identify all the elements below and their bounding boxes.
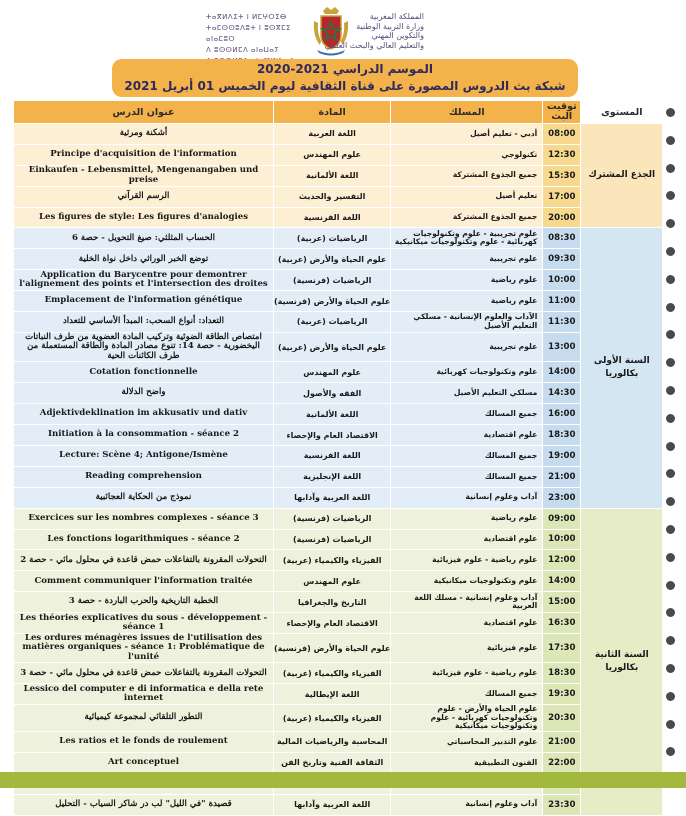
lesson-title: الرسم القرآني [14,186,274,207]
broadcast-time: 10:00 [543,270,581,291]
table-row [14,228,663,249]
table-row [14,312,663,333]
broadcast-time: 21:00 [543,466,581,487]
lesson-title: Application du Barycentre pour demontrer l'alignement des points et l'intersection des droites [14,270,274,291]
broadcast-time: 20:00 [543,207,581,228]
subject-name: المحاسبة والرياضيات المالية [274,732,391,753]
lesson-title: Lecture: Scène 4; Antigone/Ismène [14,445,274,466]
subject-name: اللغة العربية وآدابها [274,794,391,815]
level-cell: الجذع المشترك [581,124,663,228]
broadcast-schedule-table [13,100,663,816]
subject-name: الثقافة الفنية وتاريخ الفن [274,752,391,773]
broadcast-time: 12:30 [543,144,581,165]
table-row [14,249,663,270]
subject-name: علوم الحياة والأرض (عربية) [274,249,391,270]
subject-name: الاقتصاد العام والإحصاء [274,613,391,634]
lesson-title: Reading comprehension [14,466,274,487]
subject-name: الرياضيات (فرنسية) [274,529,391,550]
subject-name: اللغة الألمانية [274,404,391,425]
track-name: الآداب والعلوم الإنسانية - مسلكي التعليم الأصيل [391,312,543,333]
binder-ring-icon [666,636,675,645]
subject-name: اللغة الألمانية [274,165,391,186]
subject-name: علوم الحياة والأرض (عربية) [274,332,391,362]
table-row [14,383,663,404]
broadcast-time: 15:30 [543,165,581,186]
table-row [14,794,663,815]
table-row [14,508,663,529]
header-matiere: المادة [274,101,391,124]
track-name: تكنولوجي [391,144,543,165]
ministry-name-arabic [274,12,424,50]
lesson-title: Les fonctions logarithmiques - séance 2 [14,529,274,550]
binder-ring-icon [666,414,675,423]
broadcast-time: 17:30 [543,633,581,663]
subject-name: الرياضيات (فرنسية) [274,508,391,529]
table-row [14,362,663,383]
lesson-title: Les théories explicatives du sous - développement - séance 1 [14,613,274,634]
track-name: جميع الجذوع المشتركة [391,207,543,228]
track-name: علوم رياضية [391,291,543,312]
subject-name: اللغة الإنجليزية [274,466,391,487]
subject-name: اللغة الفرنسية [274,445,391,466]
lesson-title: التحولات المقرونة بالتفاعلات حمض قاعدة في محلول مائي - حصة 3 [14,663,274,684]
broadcast-time: 11:00 [543,291,581,312]
table-header-row [14,101,663,124]
broadcast-time: 18:30 [543,425,581,446]
binder-rings [664,100,678,770]
track-name: آداب وعلوم إنسانية [391,794,543,815]
table-row [14,144,663,165]
lesson-title: التطور التلقائي لمجموعة كيميائية [14,705,274,732]
level-cell: السنة الأولى بكالوريا [581,228,663,508]
broadcast-time: 12:00 [543,550,581,571]
binder-ring-icon [666,191,675,200]
binder-ring-icon [666,108,675,117]
tifinagh-line: ⵜⴰⵎⵙⵙⵓⴷⵓⵜ ⵏ ⵓⵙⴳⵎⵉ ⴰⵏⴰⵎⵓⵔ [206,24,291,43]
header-time: توقيت البث [543,101,581,124]
table-row [14,684,663,705]
broadcast-time: 17:00 [543,186,581,207]
lesson-title: Les ordures ménagères issues de l'utilisation des matières organiques - séance 1: Problématique de l'unité [14,633,274,663]
lesson-title: Art conceptuel [14,752,274,773]
subject-name: علوم المهندس [274,571,391,592]
tifinagh-line: ⵜⴰⴳⵍⴷⵉⵜ ⵏ ⵍⵎⵖⵔⵉⴱ [206,13,287,21]
subject-name: اللغة العربية وآدابها [274,487,391,508]
binder-ring-icon [666,442,675,451]
table-row [14,404,663,425]
track-name: جميع المسالك [391,404,543,425]
binder-ring-icon [666,303,675,312]
broadcast-time: 16:30 [543,613,581,634]
track-name: آداب وعلوم إنسانية [391,487,543,508]
subject-name: اللغة العربية [274,124,391,145]
binder-ring-icon [666,330,675,339]
track-name: علوم رياضية [391,508,543,529]
arabic-line: والتكوين المهني [371,31,424,40]
track-name: علوم وتكنولوجيات ميكانيكية [391,571,543,592]
subject-name: علوم المهندس [274,362,391,383]
arabic-line: المملكة المغربية [369,12,424,21]
subject-name: الفقه والأصول [274,383,391,404]
tifinagh-line: ⴷ ⵓⵙⵙⵍⵎⴷ ⴰⵏⴰⵡⴰⵢ [206,46,280,54]
broadcast-time: 14:30 [543,383,581,404]
table-row [14,571,663,592]
table-row [14,270,663,291]
table-row [14,186,663,207]
lesson-title: Initiation à la consommation - séance 2 [14,425,274,446]
subject-name: الفيزياء والكيمياء (عربية) [274,550,391,571]
broadcast-time: 10:00 [543,529,581,550]
broadcast-schedule-title: شبكة بث الدروس المصورة على قناة الثقافية ليوم الخميس 01 أبريل 2021 [124,79,566,93]
document-header [0,0,686,62]
binder-ring-icon [666,608,675,617]
lesson-title: الحساب المثلثي: صيغ التحويل - حصة 6 [14,228,274,249]
table-row [14,529,663,550]
lesson-title: Lessico del computer e di informatica e della rete internet [14,684,274,705]
lesson-title: امتصاص الطاقة الضوئية وتركيب المادة العضوية من طرف النباتات اليخضورية - حصة 14: تنوع مصادر المادة والطاقة المستعملة من طرف الكائنات الحية [14,332,274,362]
track-name: علوم تجريبية - علوم وتكنولوجيات كهربائية - علوم وتكنولوجيات ميكانيكية [391,228,543,249]
table-row [14,705,663,732]
broadcast-time: 15:00 [543,592,581,613]
arabic-line: والتعليم العالي والبحث العلمي [324,40,424,50]
binder-ring-icon [666,664,675,673]
table-row [14,425,663,446]
broadcast-time: 09:30 [543,249,581,270]
subject-name: اللغة الإيطالية [274,684,391,705]
track-name: علوم وتكنولوجيات كهربائية [391,362,543,383]
track-name: علوم فيزيائية [391,633,543,663]
subject-name: الرياضيات (عربية) [274,312,391,333]
subject-name: الفيزياء والكيمياء (عربية) [274,663,391,684]
track-name: جميع المسالك [391,445,543,466]
broadcast-time: 13:00 [543,332,581,362]
track-name: آداب وعلوم إنسانية - مسلك اللغة العربية [391,592,543,613]
table-row [14,752,663,773]
header-level: المستوى [581,101,663,124]
table-row [14,207,663,228]
track-name: علوم اقتصادية [391,529,543,550]
table-row [14,550,663,571]
lesson-title: واضح الدلالة [14,383,274,404]
binder-ring-icon [666,247,675,256]
binder-ring-icon [666,164,675,173]
broadcast-time: 21:00 [543,732,581,753]
lesson-title: Adjektivdeklination im akkusativ und dativ [14,404,274,425]
header-track: المسلك [391,101,543,124]
title-banner [112,59,578,97]
binder-ring-icon [666,525,675,534]
binder-ring-icon [666,497,675,506]
binder-ring-icon [666,136,675,145]
subject-name: الاقتصاد العام والإحصاء [274,425,391,446]
broadcast-time: 08:00 [543,124,581,145]
arabic-line: وزارة التربية الوطنية [356,21,424,31]
broadcast-time: 18:30 [543,663,581,684]
track-name: جميع المسالك [391,466,543,487]
subject-name: علوم الحياة والأرض (فرنسية) [274,291,391,312]
lesson-title: نموذج من الحكاية العجائبية [14,487,274,508]
track-name: علوم تجريبية [391,332,543,362]
binder-ring-icon [666,469,675,478]
track-name: علوم اقتصادية [391,613,543,634]
broadcast-time: 19:00 [543,445,581,466]
subject-name: علوم الحياة والأرض (فرنسية) [274,633,391,663]
track-name: علوم التدبير المحاسباتي [391,732,543,753]
table-row [14,663,663,684]
lesson-title: Les figures de style: Les figures d'analogies [14,207,274,228]
lesson-title: Les ratios et le fonds de roulement [14,732,274,753]
school-year-title: الموسم الدراسي 2021-2020 [256,62,434,76]
subject-name: اللغة الفرنسية [274,207,391,228]
table-row [14,445,663,466]
binder-ring-icon [666,219,675,228]
broadcast-time: 14:00 [543,362,581,383]
broadcast-time: 20:30 [543,705,581,732]
header-subject: عنوان الدرس [14,101,274,124]
table-row [14,732,663,753]
track-name: أدبي - تعليم أصيل [391,124,543,145]
binder-ring-icon [666,581,675,590]
lesson-title: Comment communiquer l'information traitée [14,571,274,592]
lesson-title: توضع الخبر الوراثي داخل نواة الخلية [14,249,274,270]
track-name: تعليم أصيل [391,186,543,207]
track-name: علوم الحياة والأرض - علوم وتكنولوجيات كهربائية - علوم وتكنولوجيات ميكانيكية [391,705,543,732]
broadcast-time: 22:00 [543,752,581,773]
binder-ring-icon [666,747,675,756]
broadcast-time: 08:30 [543,228,581,249]
track-name: علوم اقتصادية [391,425,543,446]
lesson-title: Einkaufen - Lebensmittel, Mengenangaben und preise [14,165,274,186]
track-name: علوم رياضية - علوم فيزيائية [391,550,543,571]
table-row [14,633,663,663]
lesson-title: التعداد: أنواع السحب: المبدأ الأساسي للتعداد [14,312,274,333]
binder-ring-icon [666,275,675,284]
broadcast-time: 11:30 [543,312,581,333]
table-row [14,332,663,362]
table-row [14,291,663,312]
broadcast-time: 23:30 [543,794,581,815]
track-name: مسلكي التعليم الأصيل [391,383,543,404]
table-row [14,487,663,508]
binder-ring-icon [666,720,675,729]
lesson-title: الخطبة التاريخية والحرب الباردة - حصة 3 [14,592,274,613]
table-row [14,165,663,186]
track-name: علوم تجريبية [391,249,543,270]
lesson-title: أشكنة ومرثية [14,124,274,145]
broadcast-time: 19:30 [543,684,581,705]
track-name: الفنون التطبيقية [391,752,543,773]
schedule-body [14,124,663,816]
binder-ring-icon [666,386,675,395]
lesson-title: Exercices sur les nombres complexes - séance 3 [14,508,274,529]
table-row [14,124,663,145]
track-name: جميع الجذوع المشتركة [391,165,543,186]
binder-ring-icon [666,692,675,701]
broadcast-time: 16:00 [543,404,581,425]
lesson-title: Emplacement de l'information génétique [14,291,274,312]
broadcast-time: 14:00 [543,571,581,592]
track-name: جميع المسالك [391,684,543,705]
track-name: علوم رياضية [391,270,543,291]
broadcast-time: 09:00 [543,508,581,529]
subject-name: الفيزياء والكيمياء (عربية) [274,705,391,732]
lesson-title: Principe d'acquisition de l'information [14,144,274,165]
footer-bar [0,772,686,788]
subject-name: الرياضيات (فرنسية) [274,270,391,291]
track-name: علوم رياضية - علوم فيزيائية [391,663,543,684]
broadcast-time: 23:00 [543,487,581,508]
subject-name: التاريخ والجغرافيا [274,592,391,613]
binder-ring-icon [666,553,675,562]
subject-name: علوم المهندس [274,144,391,165]
level-cell: السنة الثانية بكالوريا [581,508,663,815]
table-row [14,466,663,487]
lesson-title: قصيدة "في الليل" لب در شاكر السياب - التحليل [14,794,274,815]
table-row [14,613,663,634]
lesson-title: Cotation fonctionnelle [14,362,274,383]
subject-name: التفسير والحديث [274,186,391,207]
subject-name: الرياضيات (عربية) [274,228,391,249]
binder-ring-icon [666,358,675,367]
table-row [14,592,663,613]
lesson-title: التحولات المقرونة بالتفاعلات حمض قاعدة في محلول مائي - حصة 2 [14,550,274,571]
